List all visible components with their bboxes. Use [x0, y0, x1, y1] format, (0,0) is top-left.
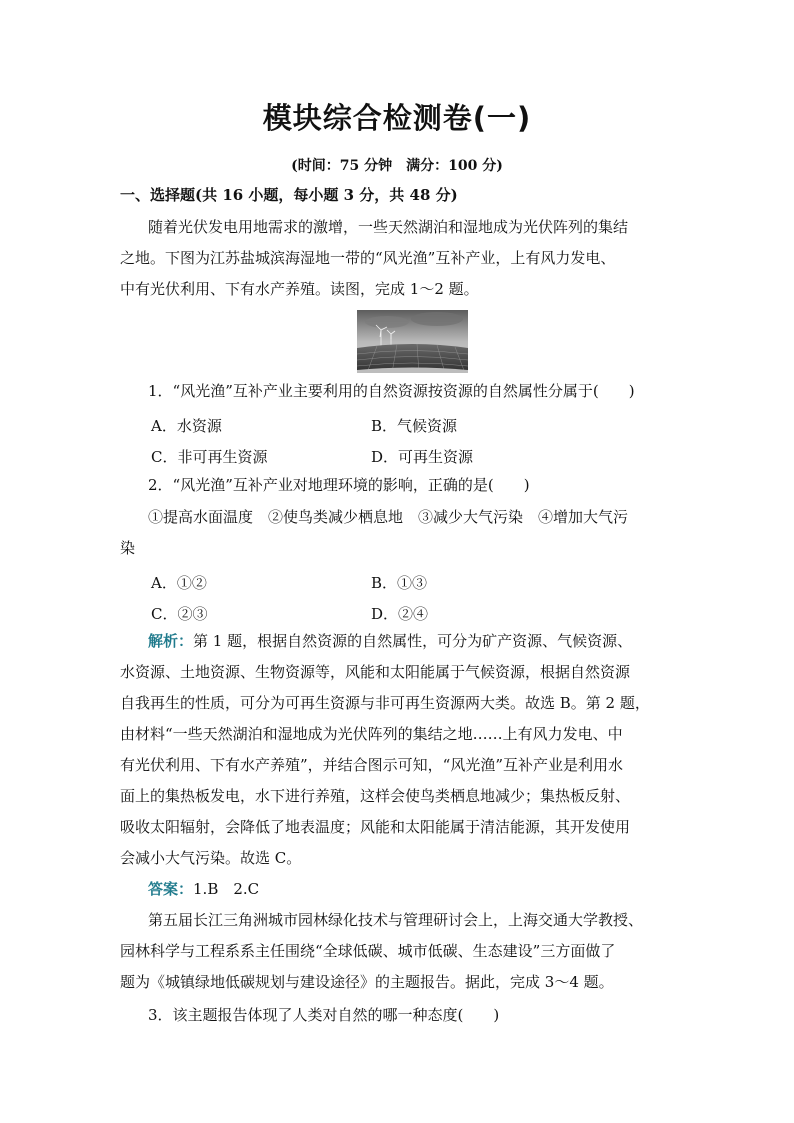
exam-meta: (时间：75 分钟 满分：100 分): [291, 158, 503, 174]
analysis-line-2: 水资源、土地资源、生物资源等，风能和太阳能属于气候资源，根据自然资源: [120, 663, 631, 681]
page-title: 模块综合检测卷(一): [262, 101, 532, 135]
q1-stem: 1．“风光渔”互补产业主要利用的自然资源按资源的自然属性分属于( ): [148, 382, 635, 400]
q2-option-d: D．②④: [371, 605, 429, 623]
q2-option-c: C．②③: [151, 605, 208, 623]
q3-stem: 3．该主题报告体现了人类对自然的哪一种态度( ): [148, 1006, 500, 1024]
answer-label: 答案：: [148, 880, 194, 898]
wind-solar-fishery-photo: [357, 310, 468, 373]
answer-text: 1.B 2.C: [193, 880, 260, 898]
q2-items-wrap: 染: [120, 539, 136, 557]
passage2-line-2: 园林科学与工程系系主任围绕“全球低碳、城市低碳、生态建设”三方面做了: [120, 942, 616, 960]
analysis-label: 解析：: [148, 632, 194, 650]
q2-option-b: B．①③: [371, 574, 428, 592]
section-heading: 一、选择题(共 16 小题，每小题 3 分，共 48 分): [120, 186, 458, 204]
analysis-line-6: 面上的集热板发电，水下进行养殖，这样会使鸟类栖息地减少；集热板反射、: [120, 787, 631, 805]
q1-option-c: C．非可再生资源: [151, 448, 268, 466]
q1-option-b: B．气候资源: [371, 417, 458, 435]
analysis-line-7: 吸收太阳辐射，会降低了地表温度；风能和太阳能属于清洁能源，其开发使用: [120, 818, 631, 836]
q1-option-d: D．可再生资源: [371, 448, 474, 466]
passage2-line-3: 题为《城镇绿地低碳规划与建设途径》的主题报告。据此，完成 3～4 题。: [120, 973, 614, 991]
answer-line: [148, 882, 675, 897]
passage1-line-1: 随着光伏发电用地需求的激增，一些天然湖泊和湿地成为光伏阵列的集结: [148, 218, 629, 236]
analysis-line-5: 有光伏利用、下有水产养殖”，并结合图示可知，“风光渔”互补产业是利用水: [120, 756, 624, 774]
q2-option-a: A．①②: [151, 574, 207, 592]
q1-option-a: A．水资源: [151, 417, 222, 435]
analysis-line-1: 解析：第 1 题，根据自然资源的自然属性，可分为矿产资源、气候资源、: [148, 632, 633, 650]
q2-stem: 2．“风光渔”互补产业对地理环境的影响，正确的是( ): [148, 476, 530, 494]
analysis-line-8: 会减小大气污染。故选 C。: [120, 849, 302, 867]
q2-items: ①提高水面温度 ②使鸟类减少栖息地 ③减少大气污染 ④增加大气污: [148, 508, 629, 526]
analysis-line-3: 自我再生的性质，可分为可再生资源与非可再生资源两大类。故选 B。第 2 题，: [120, 694, 650, 712]
passage1-line-2: 之地。下图为江苏盐城滨海湿地一带的“风光渔”互补产业，上有风力发电、: [120, 249, 616, 267]
passage1-line-3: 中有光伏利用、下有水产养殖。读图，完成 1～2 题。: [120, 280, 479, 298]
passage2-line-1: 第五届长江三角洲城市园林绿化技术与管理研讨会上，上海交通大学教授、: [148, 911, 644, 929]
analysis-line-4: 由材料“一些天然湖泊和湿地成为光伏阵列的集结之地……上有风力发电、中: [120, 725, 623, 743]
